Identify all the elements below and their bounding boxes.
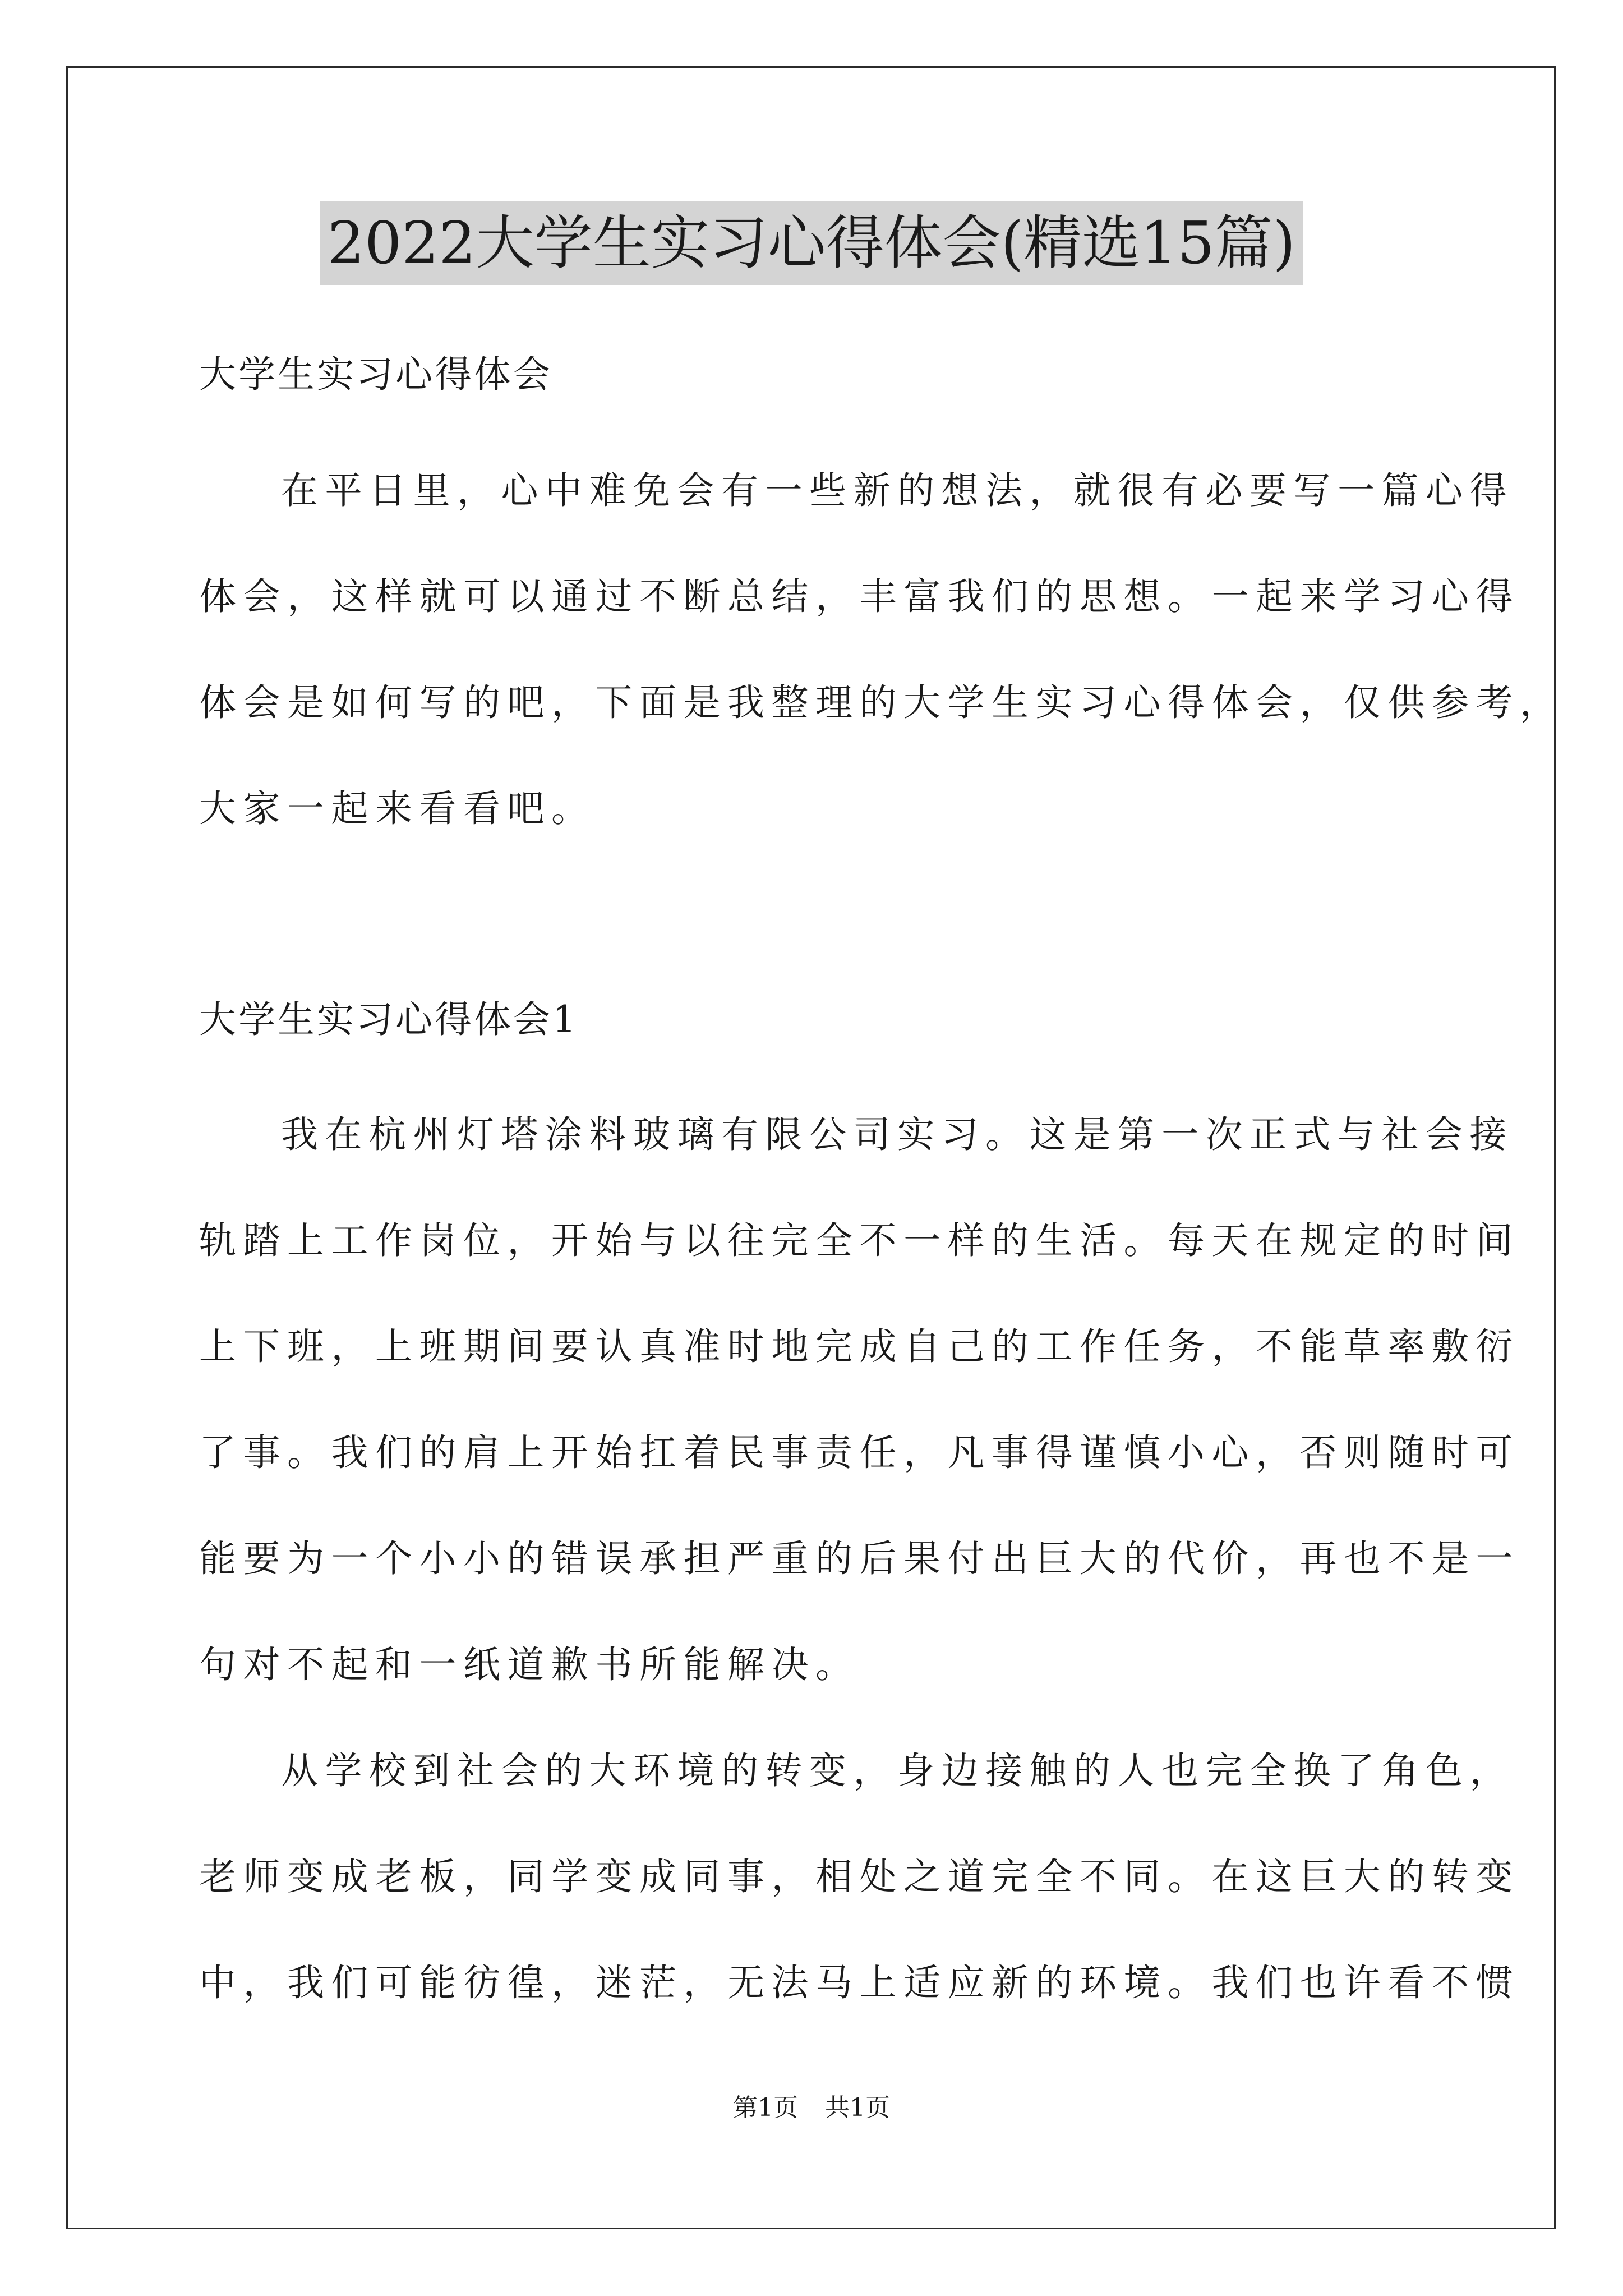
paragraph-line: 轨踏上工作岗位，开始与以往完全不一样的生活。每天在规定的时间: [199, 1219, 1520, 1262]
intro-heading: 大学生实习心得体会: [199, 353, 552, 396]
document-title: 2022大学生实习心得体会(精选15篇): [320, 201, 1303, 285]
document-title-block: [0, 201, 1623, 285]
paragraph-line: 句对不起和一纸道歉书所能解决。: [199, 1643, 860, 1686]
section-heading: 大学生实习心得体会1: [199, 998, 578, 1041]
paragraph-line: 了事。我们的肩上开始扛着民事责任，凡事得谨慎小心，否则随时可: [199, 1431, 1520, 1474]
paragraph-line: 体会是如何写的吧，下面是我整理的大学生实习心得体会，仅供参考，: [199, 681, 1564, 724]
paragraph-line: 大家一起来看看吧。: [199, 787, 596, 830]
page-number: 第1页: [733, 2093, 798, 2122]
section-paragraph: [199, 1082, 1520, 1718]
paragraph-line: 中，我们可能彷徨，迷茫，无法马上适应新的环境。我们也许看不惯: [199, 1961, 1520, 2004]
paragraph-line: 能要为一个小小的错误承担严重的后果付出巨大的代价，再也不是一: [199, 1537, 1520, 1580]
paragraph-line: 我在杭州灯塔涂料玻璃有限公司实习。这是第一次正式与社会接: [281, 1113, 1514, 1156]
intro-paragraph: [199, 438, 1564, 862]
page-total: 共1页: [825, 2093, 890, 2122]
paragraph-line: 从学校到社会的大环境的转变，身边接触的人也完全换了角色，: [281, 1749, 1514, 1792]
paragraph-line: 体会，这样就可以通过不断总结，丰富我们的思想。一起来学习心得: [199, 575, 1520, 618]
paragraph-line: 老师变成老板，同学变成同事，相处之道完全不同。在这巨大的转变: [199, 1855, 1520, 1898]
paragraph-line: 上下班，上班期间要认真准时地完成自己的工作任务，不能草率敷衍: [199, 1325, 1520, 1368]
section-paragraph: [199, 1718, 1520, 2036]
page-footer: [0, 2091, 1623, 2125]
paragraph-line: 在平日里，心中难免会有一些新的想法，就很有必要写一篇心得: [281, 469, 1514, 512]
